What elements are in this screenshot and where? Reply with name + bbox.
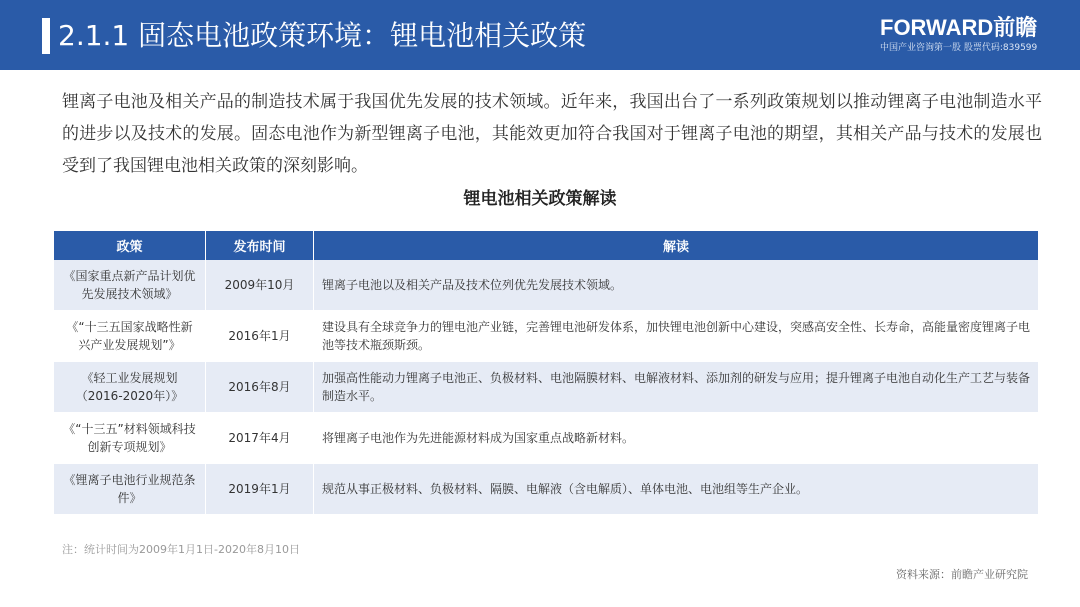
interpretation-cell: 规范从事正极材料、负极材料、隔膜、电解液（含电解质）、单体电池、电池组等生产企业。 [314, 464, 1038, 515]
table-row [54, 260, 1038, 311]
header-bar [0, 0, 1080, 70]
policy-cell: 《锂离子电池行业规范条件》 [54, 464, 206, 515]
table-title: 锂电池相关政策解读 [463, 189, 617, 209]
intro-paragraph: 锂离子电池及相关产品的制造技术属于我国优先发展的技术领域。近年来，我国出台了一系列政策规划以推动锂离子电池制造水平的进步以及技术的发展。固态电池作为新型锂离子电池，其能效更加符合我国对于锂离子电池的期望，其相关产品与技术的发展也受到了我国锂电池相关政策的深刻影响。 [62, 92, 1042, 176]
logo-tagline: 中国产业咨询第一股 股票代码:839599 [880, 43, 1038, 53]
date-cell: 2017年4月 [206, 413, 314, 464]
column-header-policy: 政策 [54, 231, 206, 260]
policy-cell: 《“十三五国家战略性新兴产业发展规划”》 [54, 311, 206, 362]
policy-table [54, 231, 1038, 515]
source-credit: 资料来源：前瞻产业研究院 [896, 568, 1028, 581]
table-row [54, 413, 1038, 464]
date-cell: 2016年8月 [206, 362, 314, 413]
policy-cell: 《轻工业发展规划（2016-2020年）》 [54, 362, 206, 413]
date-cell: 2019年1月 [206, 464, 314, 515]
forward-logo [880, 16, 1060, 54]
footnote: 注：统计时间为2009年1月1日-2020年8月10日 [62, 543, 300, 556]
table-row [54, 464, 1038, 515]
column-header-interpretation: 解读 [314, 231, 1038, 260]
table-header-row [54, 231, 1038, 260]
table-row [54, 311, 1038, 362]
date-cell: 2009年10月 [206, 260, 314, 311]
logo-wordmark: FORWARD前瞻 [880, 15, 1038, 40]
column-header-date: 发布时间 [206, 231, 314, 260]
title-accent-bar [42, 18, 50, 54]
interpretation-cell: 锂离子电池以及相关产品及技术位列优先发展技术领域。 [314, 260, 1038, 311]
interpretation-cell: 将锂离子电池作为先进能源材料成为国家重点战略新材料。 [314, 413, 1038, 464]
policy-cell: 《“十三五”材料领域科技创新专项规划》 [54, 413, 206, 464]
page-title: 2.1.1 固态电池政策环境：锂电池相关政策 [58, 19, 587, 52]
interpretation-cell: 加强高性能动力锂离子电池正、负极材料、电池隔膜材料、电解液材料、添加剂的研发与应用；提升锂离子电池自动化生产工艺与装备制造水平。 [314, 362, 1038, 413]
policy-cell: 《国家重点新产品计划优先发展技术领域》 [54, 260, 206, 311]
table-row [54, 362, 1038, 413]
date-cell: 2016年1月 [206, 311, 314, 362]
interpretation-cell: 建设具有全球竞争力的锂电池产业链，完善锂电池研发体系，加快锂电池创新中心建设，突感高安全性、长寿命，高能量密度锂离子电池等技术瓶颈斯颈。 [314, 311, 1038, 362]
